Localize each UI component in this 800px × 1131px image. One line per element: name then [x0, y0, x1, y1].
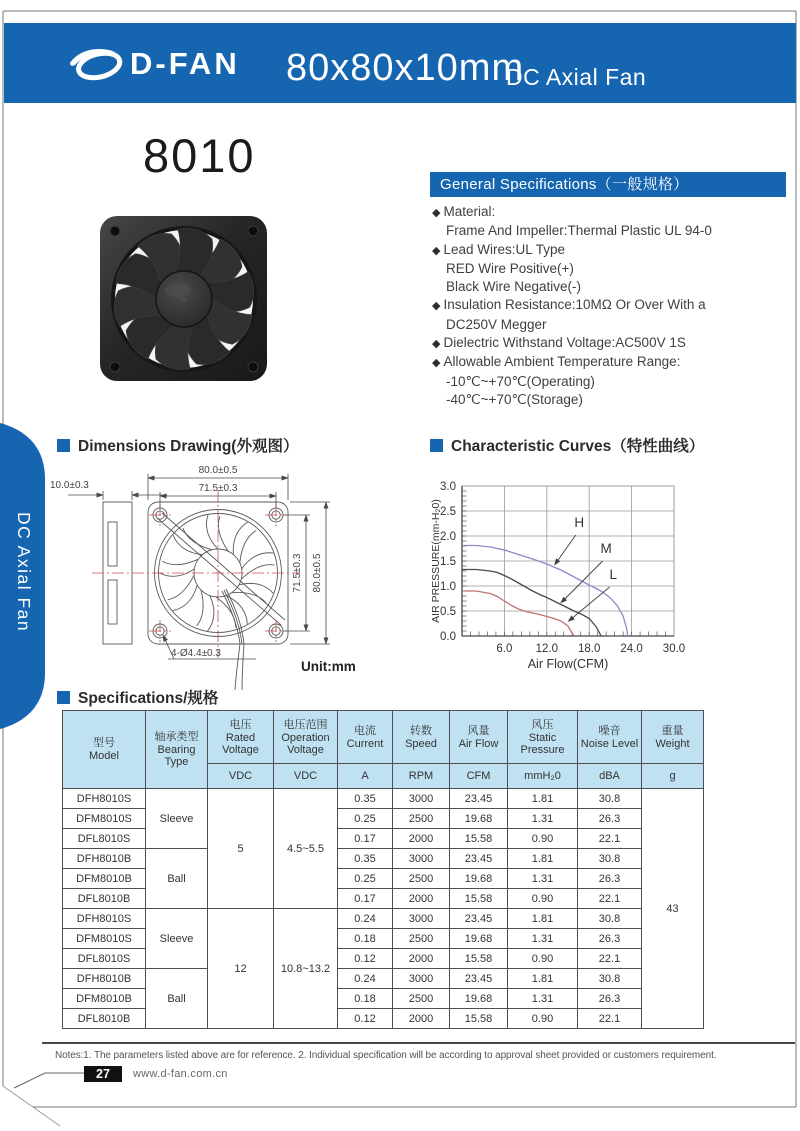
value-cell: 2500 — [393, 989, 450, 1009]
value-cell: 3000 — [393, 969, 450, 989]
diamond-bullet-icon: ◆ — [432, 357, 441, 370]
table-row — [63, 969, 704, 989]
value-cell: 0.35 — [338, 789, 393, 809]
spec-text: DC250V Megger — [446, 316, 547, 332]
model-cell: DFM8010S — [63, 809, 146, 829]
value-cell: 0.90 — [508, 949, 578, 969]
header-bar — [4, 23, 796, 103]
x-tick-label: 6.0 — [496, 643, 513, 655]
curves-title-text: Characteristic Curves（特性曲线） — [451, 438, 705, 455]
value-cell: 26.3 — [578, 989, 642, 1009]
swoosh-logo-icon — [68, 43, 126, 85]
spec-text: -10℃~+70℃(Operating) — [446, 373, 595, 389]
value-cell: 1.31 — [508, 989, 578, 1009]
unit-header: g — [642, 764, 704, 789]
curve-label-M: M — [600, 541, 612, 556]
value-cell: 22.1 — [578, 1009, 642, 1029]
column-header: 电压 Rated Voltage — [208, 711, 274, 764]
model-title: 8010 — [143, 129, 256, 182]
spec-text: Material: — [443, 204, 496, 219]
model-cell: DFM8010S — [63, 929, 146, 949]
spec-table — [62, 710, 704, 1029]
value-cell: 30.8 — [578, 909, 642, 929]
dim-unit: Unit:mm — [301, 659, 356, 674]
value-cell: 1.81 — [508, 849, 578, 869]
diamond-bullet-icon: ◆ — [432, 300, 441, 313]
product-title: DC Axial Fan — [506, 64, 647, 90]
column-header: 风量 Air Flow — [450, 711, 508, 764]
value-cell: 0.90 — [508, 829, 578, 849]
column-header: 电流 Current — [338, 711, 393, 764]
blue-square-icon — [57, 439, 70, 452]
value-cell: 30.8 — [578, 969, 642, 989]
value-cell: 1.81 — [508, 909, 578, 929]
model-cell: DFH8010S — [63, 789, 146, 809]
value-cell: 22.1 — [578, 889, 642, 909]
value-cell: 19.68 — [450, 989, 508, 1009]
value-cell: 26.3 — [578, 809, 642, 829]
model-cell: DFL8010S — [63, 829, 146, 849]
value-cell: 0.90 — [508, 889, 578, 909]
x-tick-label: 24.0 — [620, 643, 643, 655]
value-cell: 2000 — [393, 1009, 450, 1029]
value-cell: 3000 — [393, 849, 450, 869]
model-cell: DFH8010B — [63, 849, 146, 869]
model-cell: DFL8010B — [63, 1009, 146, 1029]
spec-text: Frame And Impeller:Thermal Plastic UL 94-0 — [446, 223, 712, 239]
value-cell: 15.58 — [450, 1009, 508, 1029]
spec-continuation-line — [432, 278, 792, 296]
value-cell: 0.35 — [338, 849, 393, 869]
general-specs-list — [432, 203, 792, 409]
unit-header: RPM — [393, 764, 450, 789]
spec-bullet-line — [432, 241, 792, 260]
bearing-cell: Ball — [146, 849, 208, 909]
spec-text: Allowable Ambient Temperature Range: — [443, 354, 681, 370]
value-cell: 0.25 — [338, 869, 393, 889]
column-header: 转数 Speed — [393, 711, 450, 764]
curve-H — [462, 546, 628, 637]
value-cell: 0.17 — [338, 889, 393, 909]
value-cell: 0.18 — [338, 989, 393, 1009]
size-title: 80x80x10mm — [286, 47, 525, 89]
y-tick-label: 0.5 — [440, 606, 456, 618]
value-cell: 1.31 — [508, 929, 578, 949]
dim-thickness: 10.0±0.3 — [50, 480, 89, 491]
x-tick-label: 30.0 — [662, 643, 686, 655]
value-cell: 0.25 — [338, 809, 393, 829]
bearing-cell: Ball — [146, 969, 208, 1029]
value-cell: 26.3 — [578, 929, 642, 949]
rated-voltage-cell: 5 — [208, 789, 274, 909]
model-cell: DFH8010S — [63, 909, 146, 929]
value-cell: 2000 — [393, 949, 450, 969]
annotation-leader — [555, 535, 576, 565]
model-cell: DFM8010B — [63, 869, 146, 889]
value-cell: 15.58 — [450, 889, 508, 909]
value-cell: 2500 — [393, 809, 450, 829]
unit-header: VDC — [274, 764, 338, 789]
spec-text: -40℃~+70℃(Storage) — [446, 391, 583, 407]
unit-header: dBA — [578, 764, 642, 789]
column-header: 电压范围 Operation Voltage — [274, 711, 338, 764]
y-tick-label: 1.5 — [440, 556, 456, 568]
footer-rule — [42, 1042, 795, 1044]
fan-photo — [98, 212, 270, 386]
curve-M — [462, 570, 601, 637]
y-tick-label: 1.0 — [440, 581, 456, 593]
y-axis-label: AIR PRESSURE(mm-H₂0) — [430, 499, 442, 623]
chart-plot-area — [440, 481, 685, 655]
dim-width: 80.0±0.5 — [198, 465, 238, 476]
bearing-cell: Sleeve — [146, 789, 208, 849]
column-header: 重量 Weight — [642, 711, 704, 764]
blue-square-icon — [430, 439, 443, 452]
spec-text: Black Wire Negative(-) — [446, 279, 582, 295]
operation-voltage-cell: 4.5~5.5 — [274, 789, 338, 909]
spec-continuation-line — [432, 260, 792, 278]
value-cell: 19.68 — [450, 809, 508, 829]
curves-section-title — [430, 434, 704, 456]
value-cell: 15.58 — [450, 829, 508, 849]
value-cell: 0.12 — [338, 949, 393, 969]
value-cell: 26.3 — [578, 869, 642, 889]
weight-cell: 43 — [642, 789, 704, 1029]
value-cell: 1.31 — [508, 809, 578, 829]
value-cell: 30.8 — [578, 789, 642, 809]
unit-header: VDC — [208, 764, 274, 789]
value-cell: 23.45 — [450, 849, 508, 869]
table-row — [63, 849, 704, 869]
column-header: 型号 Model — [63, 711, 146, 789]
spec-text: RED Wire Positive(+) — [446, 260, 574, 276]
model-cell: DFH8010B — [63, 969, 146, 989]
dim-hole-dia: 4-Ø4.4±0.3 — [171, 648, 221, 659]
dim-height: 80.0±0.5 — [312, 553, 323, 593]
spec-bullet-line — [432, 296, 792, 315]
model-cell: DFM8010B — [63, 989, 146, 1009]
annotation-leader — [561, 561, 602, 603]
value-cell: 23.45 — [450, 789, 508, 809]
value-cell: 23.45 — [450, 909, 508, 929]
value-cell: 0.17 — [338, 829, 393, 849]
unit-header: A — [338, 764, 393, 789]
brand-text: D-FAN — [130, 46, 240, 81]
brand-logo — [68, 43, 240, 85]
spec-bullet-line — [432, 203, 792, 222]
diamond-bullet-icon: ◆ — [432, 207, 441, 219]
value-cell: 19.68 — [450, 929, 508, 949]
value-cell: 2500 — [393, 869, 450, 889]
y-tick-label: 2.5 — [440, 506, 456, 518]
column-header: 轴承类型 Bearing Type — [146, 711, 208, 789]
x-tick-label: 18.0 — [578, 643, 601, 655]
curve-L — [462, 591, 574, 636]
unit-header: mmH₂0 — [508, 764, 578, 789]
value-cell: 0.24 — [338, 969, 393, 989]
y-tick-label: 3.0 — [440, 481, 456, 493]
model-cell: DFL8010B — [63, 889, 146, 909]
value-cell: 0.24 — [338, 909, 393, 929]
value-cell: 19.68 — [450, 869, 508, 889]
general-specs-header: General Specifications（一般规格） — [430, 172, 786, 197]
spec-continuation-line — [432, 222, 792, 240]
value-cell: 22.1 — [578, 829, 642, 849]
x-tick-label: 12.0 — [535, 643, 558, 655]
dimensions-title-text: Dimensions Drawing(外观图） — [78, 438, 299, 455]
spec-text: Dielectric Withstand Voltage:AC500V 1S — [443, 335, 686, 351]
y-tick-label: 0.0 — [440, 631, 456, 643]
model-cell: DFL8010S — [63, 949, 146, 969]
column-header: 风压 Static Pressure — [508, 711, 578, 764]
curve-label-L: L — [609, 567, 617, 582]
value-cell: 15.58 — [450, 949, 508, 969]
spec-bullet-line — [432, 353, 792, 372]
specs-title-text: Specifications/规格 — [78, 690, 219, 707]
unit-header: CFM — [450, 764, 508, 789]
value-cell: 3000 — [393, 789, 450, 809]
spec-continuation-line — [432, 316, 792, 334]
spec-text: Lead Wires:UL Type — [443, 241, 566, 257]
value-cell: 23.45 — [450, 969, 508, 989]
spec-bullet-line — [432, 334, 792, 353]
value-cell: 0.18 — [338, 929, 393, 949]
rated-voltage-cell: 12 — [208, 909, 274, 1029]
table-row — [63, 909, 704, 929]
bearing-cell: Sleeve — [146, 909, 208, 969]
column-header: 噪音 Noise Level — [578, 711, 642, 764]
page-number-badge: 27 — [84, 1066, 122, 1082]
value-cell: 1.81 — [508, 789, 578, 809]
value-cell: 1.81 — [508, 969, 578, 989]
operation-voltage-cell: 10.8~13.2 — [274, 909, 338, 1029]
value-cell: 0.90 — [508, 1009, 578, 1029]
value-cell: 1.31 — [508, 869, 578, 889]
side-tab-label: DC Axial Fan — [14, 512, 34, 633]
value-cell: 3000 — [393, 909, 450, 929]
curve-label-H: H — [574, 515, 585, 530]
spec-continuation-line — [432, 391, 792, 409]
characteristic-curves-chart — [428, 462, 788, 674]
value-cell: 2000 — [393, 829, 450, 849]
diamond-bullet-icon: ◆ — [432, 244, 441, 257]
value-cell: 22.1 — [578, 949, 642, 969]
value-cell: 30.8 — [578, 849, 642, 869]
table-row — [63, 789, 704, 809]
website-text: www.d-fan.com.cn — [133, 1068, 228, 1080]
value-cell: 2500 — [393, 929, 450, 949]
diamond-bullet-icon: ◆ — [432, 338, 441, 351]
x-axis-label: Air Flow(CFM) — [527, 657, 609, 671]
spec-text: Insulation Resistance:10MΩ Or Over With a — [443, 297, 706, 313]
dim-hole-pitch-v: 71.5±0.3 — [292, 553, 303, 593]
value-cell: 2000 — [393, 889, 450, 909]
notes-text: Notes:1. The parameters listed above are for reference. 2. Individual specification will be according to approval sheet provided or customers requirement. — [55, 1050, 717, 1061]
spec-continuation-line — [432, 373, 792, 391]
y-tick-label: 2.0 — [440, 531, 456, 543]
dimensions-section-title — [57, 434, 298, 456]
value-cell: 0.12 — [338, 1009, 393, 1029]
dim-hole-pitch: 71.5±0.3 — [198, 483, 238, 494]
spec-table-wrap — [62, 710, 704, 1029]
dimensions-drawing — [48, 458, 403, 693]
